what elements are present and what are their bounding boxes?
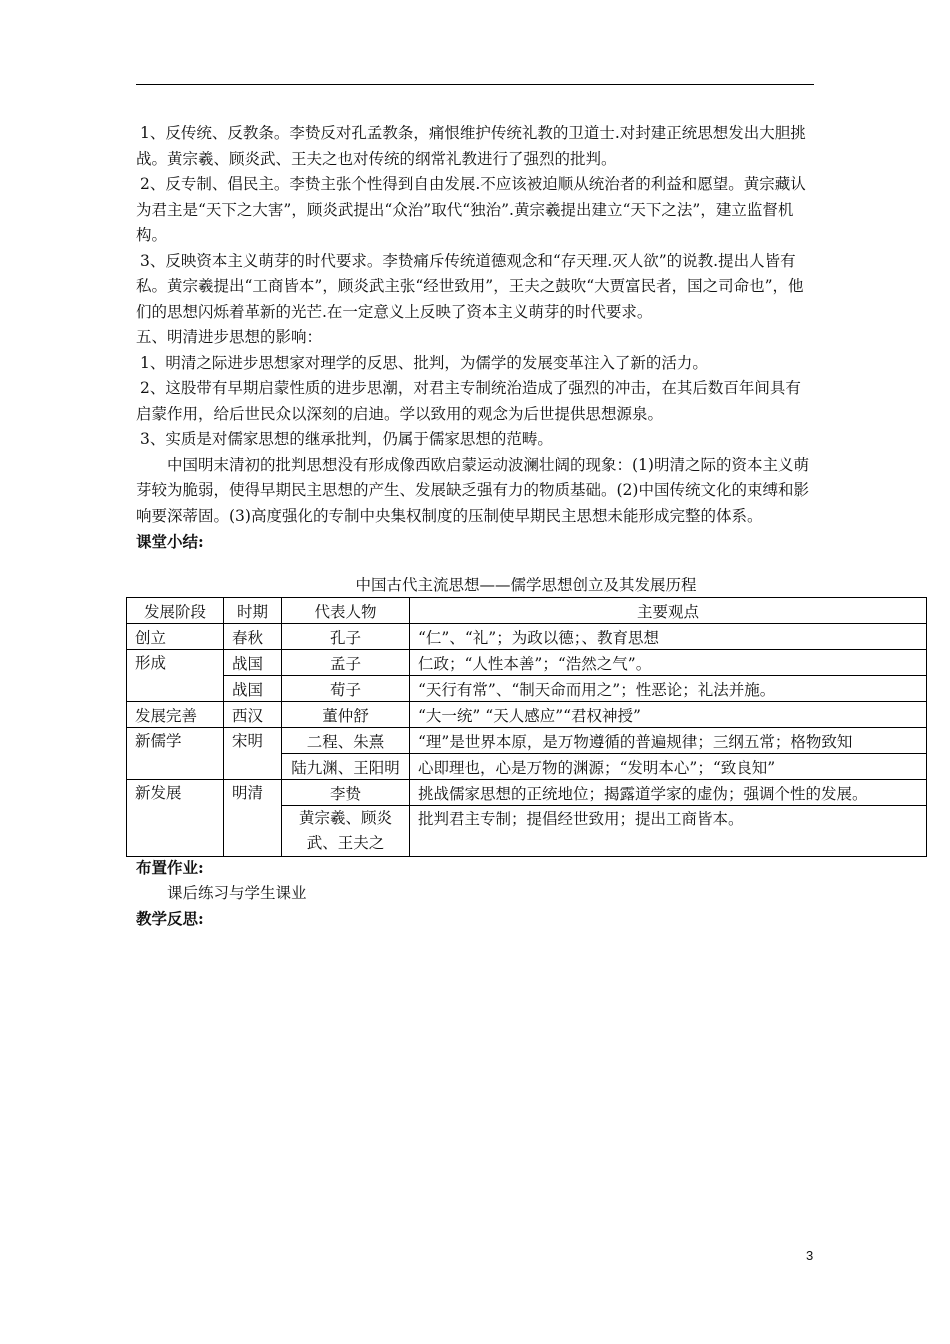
figure-cell [282,806,410,857]
header-figure: 代表人物 [282,598,410,624]
table-row [127,728,927,754]
view-cell: 挑战儒家思想的正统地位；揭露道学家的虚伪；强调个性的发展。 [410,780,927,806]
view-cell: 批判君主专制；提倡经世致用；提出工商皆本。 [410,806,927,857]
figure-cell: 李贽 [282,780,410,806]
figure-cell: 孟子 [282,650,410,676]
stage-cell: 形成 [127,650,224,702]
paragraph-capitalism: 3、反映资本主义萌芽的时代要求。李贽痛斥传统道德观念和“存天理.灭人欲”的说教.提出人皆有私。黄宗羲提出“工商皆本”，顾炎武主张“经世致用”，王夫之鼓吹“大贾富民者，国之司命也”，他们的思想闪烁着革新的光芒.在一定意义上反映了资本主义萌芽的时代要求。 [136,251,804,321]
period-cell: 战国 [224,650,282,676]
period-cell: 明清 [224,780,282,857]
view-cell: “仁”、“礼”；为政以德；、教育思想 [410,624,927,650]
view-cell: “天行有常”、“制天命而用之”；性恶论；礼法并施。 [410,676,927,702]
period-cell: 西汉 [224,702,282,728]
figure-line-2: 武、王夫之 [306,834,385,852]
header-stage: 发展阶段 [127,598,224,624]
table-row [127,624,927,650]
figure-cell: 董仲舒 [282,702,410,728]
header-rule [136,84,814,85]
paragraph-anti-autocracy: 2、反专制、倡民主。李贽主张个性得到自由发展.不应该被迫顺从统治者的利益和愿望。黄宗藏认为君主是“天下之大害”，顾炎武提出“众治”取代“独治”.黄宗羲提出建立“天下之法”，建立监督机构。 [136,175,806,244]
page-number: 3 [806,1248,814,1263]
stage-cell: 创立 [127,624,224,650]
figure-cell: 陆九渊、王阳明 [282,754,410,780]
view-cell: 心即理也，心是万物的渊源；“发明本心”；“致良知” [410,754,927,780]
table-row [127,650,927,676]
period-cell: 宋明 [224,728,282,780]
table-row [127,780,927,806]
paragraph-influence-2: 2、这股带有早期启蒙性质的进步思潮，对君主专制统治造成了强烈的冲击，在其后数百年间具有启蒙作用，给后世民众以深刻的启迪。学以致用的观念为后世提供思想源泉。 [136,379,801,423]
table-header-row [127,598,927,624]
paragraph-influence-1: 1、明清之际进步思想家对理学的反思、批判，为儒学的发展变革注入了新的活力。 [140,353,708,372]
period-cell: 春秋 [224,624,282,650]
header-view: 主要观点 [410,598,927,624]
period-cell: 战国 [224,676,282,702]
paragraph-comparison: 中国明末清初的批判思想没有形成像西欧启蒙运动波澜壮阔的现象：(1)明清之际的资本主义萌芽较为脆弱，使得早期民主思想的产生、发展缺乏强有力的物质基础。(2)中国传统文化的束缚和影响要深蒂固。(3)高度强化的专制中央集权制度的压制使早期民主思想未能形成完整的体系。 [136,455,809,525]
summary-heading: 课堂小结: [136,532,204,551]
homework-heading: 布置作业: [136,858,204,877]
after-table-text [136,855,814,932]
body-text [136,121,814,555]
reflection-heading: 教学反思: [136,909,204,928]
stage-cell: 新儒学 [127,728,224,780]
view-cell: “理”是世界本原，是万物遵循的普遍规律；三纲五常；格物致知 [410,728,927,754]
confucianism-history-table [126,597,927,857]
stage-cell: 发展完善 [127,702,224,728]
table-row [127,702,927,728]
table-title: 中国古代主流思想——儒学思想创立及其发展历程 [355,576,697,594]
header-period: 时期 [224,598,282,624]
section-heading-influence: 五、明清进步思想的影响： [136,328,323,346]
figure-cell: 荀子 [282,676,410,702]
view-cell: “大一统” “天人感应”“君权神授” [410,702,927,728]
paragraph-anti-tradition: 1、反传统、反教条。李贽反对孔孟教条，痛恨维护传统礼教的卫道士.对封建正统思想发出大胆挑战。黄宗羲、顾炎武、王夫之也对传统的纲常礼教进行了强烈的批判。 [136,124,806,168]
homework-text: 课后练习与学生课业 [167,883,307,902]
table-row [127,676,927,702]
paragraph-influence-3: 3、实质是对儒家思想的继承批判，仍属于儒家思想的范畴。 [140,430,553,448]
figure-cell: 二程、朱熹 [282,728,410,754]
view-cell: 仁政；“人性本善”；“浩然之气”。 [410,650,927,676]
figure-cell: 孔子 [282,624,410,650]
stage-cell: 新发展 [127,780,224,857]
figure-line-1: 黄宗羲、顾炎 [298,809,392,827]
